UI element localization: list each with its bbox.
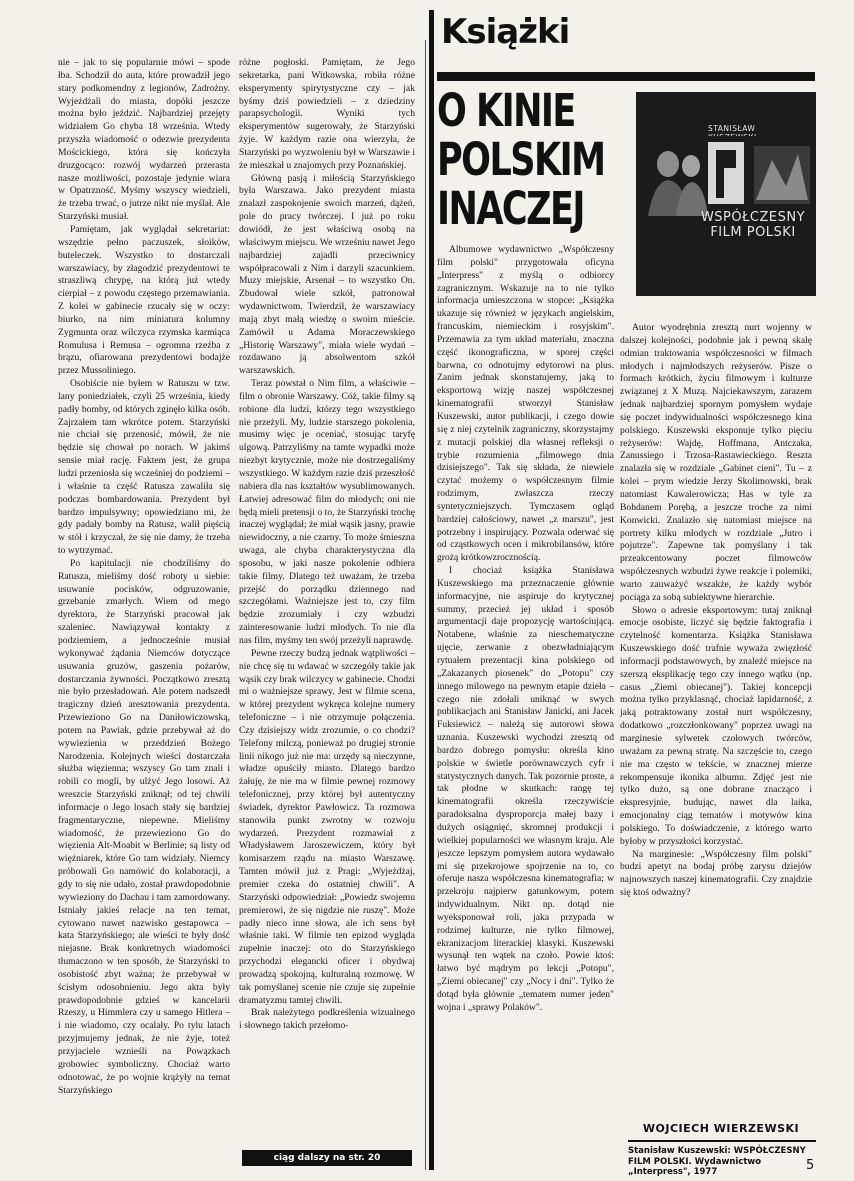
section-header (437, 10, 815, 64)
column-divider-thick (429, 10, 434, 1170)
cover-photo-icon (636, 136, 816, 216)
paragraph: nie – jak to się popularnie mówi – spode łba. Schodził do auta, które prowadził jego stary podkomendny z legionów, Zadrożny. Wyjeżdżali do miasta, dopóki jeszcze można było jeździć. Najbardziej przejęty widziałem Go chyba 18 września. Wtedy przyszła wiadomość o odezwie prezydenta Mościckiego, która się kończyła druzgocąco: rozwój wydarzeń przerasta nasze możliwości, pozostaje jedynie wiara w Opatrzność. Myśmy wszyscy wiedzieli, że trzeba trwać, o jutrze nikt nie myślał. Ale Starzyński musiał. (58, 57, 230, 223)
book-bibliographic-note: Stanisław Kuszewski: WSPÓŁCZESNY FILM POLSKI. Wydawnictwo „Interpress", 1977 (628, 1146, 806, 1177)
author-byline: WOJCIECH WIERZEWSKI (642, 1122, 800, 1135)
paragraph: Osobiście nie byłem w Ratuszu w tzw. lany poniedziałek, czyli 25 września, kiedy padły bomby, od których zginęło kilka osób. Zajrzałem tam wkrótce potem. Starzyński nie chciał się przenosić, mówił, że nie będzie się chował po norach. W jakimś sensie miał rację. Faktem jest, że grupa ludzi przeniosła się wcześniej do podziemi – i właśnie ta część Ratusza zawaliła się podczas bombardowania. Prezydent był bardzo impulsywny; opowiedziano mi, że gdy padały bomby na Ratusz, walił pięścią w stół i krzyczał, że się nie damy, że trzeba to wytrzymać. (58, 378, 230, 557)
column-divider-thin (425, 40, 426, 1170)
article-headline: O KINIE POLSKIM INACZEJ (437, 84, 605, 235)
paragraph: Brak należytego podkreślenia wizualnego i słownego takich przełomo- (239, 1007, 415, 1032)
paragraph: Albumowe wydawnictwo „Współczesny film polski" przygotowała oficyna „Interpress" z myślą o odbiorcy zagranicznym. Wskazuje na to nie tylko informacja umieszczona w stopce: „Książka ukazuje się również w językach angielskim, francuskim, niemieckim i rosyjskim". Przemawia za tym układ materiału, znaczna część ikonograficzna, w sporej części barwna, co odnotujmy edytorowi na plus. Zanim jednak skonstatujemy, jaką to eksportową wizję naszej współczesnej kinematografii stworzył Stanisław Kuszewski, autor publikacji, i czego dowie się z niej czytelnik zagraniczny, skorzystajmy z mutacji polskiej dla własnej refleksji o trybie rozumienia „filmowego dnia dzisiejszego". Tak się składa, że niewiele czytać możemy o współczesnym filmie rodzimym, zwłaszcza rzeczy syntetyczniejszych. Tymczasem ogląd bardziej całościowy, nawet „z marszu", jest potrzebny i inspirujący. Pozwala oderwać się od cząstkowych ocen i mikrobilansów, które grożą krótkowzrocznością. (437, 244, 614, 564)
article-column-2 (239, 57, 415, 1147)
article-column-3 (437, 244, 614, 1169)
paragraph: różne pogłoski. Pamiętam, że Jego sekretarka, pani Witkowska, robiła różne eksperymenty spirytystyczne czy – jak byśmy dziś powiedzieli – z dziedziny parapsychologii. Wyniki tych eksperymentów sugerowały, że Starzyński żyje. W każdym razie ona wierzyła, że Starzyński po wyzwoleniu był w Warszawie i że mieszkał u znajomych przy Poznańskiej. (239, 57, 415, 171)
section-title: Książki (441, 12, 570, 52)
article-column-1 (58, 57, 230, 1169)
paragraph: Pewne rzeczy budzą jednak wątpliwości – nie chcę się tu wdawać w szczegóły takie jak wąsik czy brak wilczycy w gabinecie. Chodzi mi o ważniejsze sprawy. Jest w filmie scena, w której prezydent wykręca kolejne numery telefoniczne – i nie otrzymuje połączenia. Czy dzisiejszy widz zrozumie, o co chodzi? Telefony milczą, ponieważ po drugiej stronie linii nikogo już nie ma: urzędy są nieczynne, władze opuściły miasto. Dlatego bardzo żałuję, że nie ma w filmie pewnej rozmowy telefonicznej, przy której był autentyczny świadek, dyrektor Pawłowicz. Ta rozmowa stanowiła punkt zwrotny w rozwoju wydarzeń. Prezydent rozmawiał z Władysławem Jaroszewiczem, który był komisarzem rządu na miasto Warszawę. Tamten mówił już z Pragi: „Wyjeżdżaj, premier czeka do ostatniej chwili". A Starzyński odpowiedział: „Powiedz swojemu premierowi, że się nigdzie nie ruszę". Może padły nieco inne słowa, ale ich sens był właśnie taki. W filmie ten epizod wygląda zupełnie inaczej: oto do Starzyńskiego przychodzi elegancki oficer i obydwaj prowadzą spokojną, kulturalną rozmowę. W tak pomyślanej scenie nie czuje się zupełnie dramatyzmu tamtej chwili. (239, 647, 415, 1006)
paragraph: Autor wyodrębnia zresztą nurt wojenny w dalszej kolejności, podobnie jak i pewną skalę odmian traktowania współczesności w filmach młodych i najmłodszych reżyserów. Pisze o formach krótkich, życiu filmowym i kulturze związanej z X Muzą. Najciekawszym, zarazem jednak najbardziej spornym pomysłem wydaje się poczet indywidualności współczesnego kina polskiego. Kuszewski eksponuje tylko pięciu reżyserów: Wajdę, Hoffmana, Antczaka, Zanussiego i Trzosa-Rastawieckiego. Reszta znalazła się w rozdziale „Gabinet cieni". Tu – z kolei – prym wiedzie Jerzy Skolimowski, brak natomiast Kawalerowicza; Has w tyle za Bohdanem Porębą, a jeszcze troche za nimi Konwicki. Znalazło się natomiast miejsce na portrety kilku młodych w rozdziale „Jutro i pojutrze". Zapewne tak pomyślany i tak przeakcentowany poczet filmowców współczesnych wzbudzi żywe reakcje i polemiki, warto zauważyć wszakże, że każdy wybór pociąga za sobą subiektywne hierarchie. (620, 322, 812, 603)
paragraph: Główną pasją i miłością Starzyńskiego była Warszawa. Jako prezydent miasta znalazł zaspokojenie swoich marzeń, dążeń, pole do pracy twórczej. I już po roku dowiódł, że jest właściwą osobą na właściwym miejscu. We wrześniu nawet Jego najbardziej zajadli przeciwnicy współpracowali z Nim i darzyli szacunkiem. Muzy miejskie, Arsenał – to wszystko On. Zbudował wiele szkół, patronował wydawnictwom. Twierdził, że warszawiacy mają zbyt małą wiedzę o swoim mieście. Zamówił u Adama Moraczewskiego „Historię Warszawy", miała wiele wydań – rozdawano ją absolwentom szkół warszawskich. (239, 172, 415, 377)
cover-author-first: STANISŁAW (708, 124, 756, 133)
cover-title: WSPÓŁCZESNY FILM POLSKI (700, 210, 806, 240)
paragraph: Pamiętam, jak wyglądał sekretariat: wszędzie pełno paczuszek, słoików, buteleczek. Wszystko to dostarczali warszawiacy, by złagodzić prezydentowi te straszliwą chrypę, na którą już wtedy cierpiał – z powodu częstego przemawiania. Z kolei w gabinecie rzucały się w oczy: biurko, na nim miniatura kolumny Zygmunta oraz wilczyca rzymska karmiąca Romulusa i Remusa – ogromna rzeźba z brązu, ofiarowana prezydentowi bodajże przez Mussoliniego. (58, 223, 230, 377)
paragraph: Słowo o adresie eksportowym: tutaj zniknął emocje osobiste, liczyć się będzie faktografia i czytelność komentarza. Książka Stanisława Kuszewskiego dość trafnie wyważa zwięzłość informacji podstawowych, by znaleźć miejsce na szerszą eksplikację tego czy innego wątku (np. casus „Ziemi obiecanej"). Takiej koncepcji można tylko przyklasnąć, chociaż lapidarność, z jaką potraktowany został nurt współczesny, dodatkowo „rozczłonkowany" poprzez uwagi na marginesie sylwetek czołowych twórców, uważam za pewną stratę. Na szczęście to, czego nie ma często w tekście, w znacznej mierze rekompensuje ikonika albumu. Zdjęć jest nie tylko dużo, są one dobrane znacząco i ekspresyjnie, budując, nawet dla laika, emocjonalny ciąg tematów i motywów kina polskiego. To doświadczenie, z którego warto byłoby w przyszłości korzystać. (620, 604, 812, 847)
paragraph: Po kapitulacji nie chodziliśmy do Ratusza, mieliśmy dość roboty u siebie: usuwanie pocisków, odgruzowanie, grzebanie zmarłych. Wiem od mego dyrektora, że Starzyński pracował jak szaleniec. Nawiązywał kontakty z podziemiem, a jednocześnie musiał wykonywać żądania Niemców dotyczące usuwania gruzów, gaszenia pożarów, dostarczania żywności. Początkowo zresztą nie było przesładowań. Ale potem nadszedł tragiczny dzień aresztowania prezydenta. Przewieziono Go na Daniłowiczowską, potem na Pawiak, gdzie przebywał aż do wywiezienia w przeddzień Bożego Narodzenia. Kolejnych wieści dostarczała służba więzienna; wszyscy Go tam znali i robili co mogli, by ulżyć Jego losowi. Aż wreszcie Starzyński zniknął; od tej chwili informacje o Jego losach stały się bardziej fragmentaryczne, niepewne. Mieliśmy wiadomość, że przewieziono Go do więzienia Alt-Moabit w Berlinie; są listy od więźniarek, które Go tam widziały. Niemcy próbowali Go namówić do kolaboracji, a gdy to się nie udało, został prawdopodobnie wywieziony do Dachau i tam zamordowany. Istniały jakieś relacje na ten temat, cytowano nawet nazwisko gestapowca – kata Starzyńskiego; ale wieści te były dość niejasne. Brak konkretnych wiadomości tłumaczono w ten sposób, że Starzyński to osobistość zbyt ważna; że przebywał w ścisłym odosobnieniu. Jego akta były prawdopodobnie gdzieś w kancelarii Rzeszy, u Himmlera czy u samego Hitlera – i nie wiadomo, czy ocalały. Po tylu latach przyjmujemy jednak, że nie żyje, toteż przyjaciele wznieśli na Powązkach grobowiec symboliczny. Chociaż warto odnotować, że po wojnie krążyły na temat Starzyńskiego (58, 557, 230, 1096)
section-bar (437, 72, 815, 81)
paragraph: I chociaż książka Stanisława Kuszewskiego ma przeznaczenie głównie informacyjne, nie aspiruje do krytycznej summy, przecież jej układ i sposób argumentacji daje propozycję wartościującą. Notabene, właśnie za nieschematyczne ujęcie, zerwanie z obezwładniającym rytuałem prezentacji kina polskiego od „Zakazanych piosenek" do „Potopu" czy innego milowego na pewnym etapie dzieła – czego nie zdołali uniknąć w swych publikacjach ani Stanisław Janicki, ani Jacek Fuksiewicz – należą się autorowi słowa uznania. Kuszewski wychodzi zresztą od bardzo dobrego pomysłu: określa kino polskie w świetle porównawczych cyfr i statystycznych danych. Tak pozornie proste, a tak płodne w skutkach: rangę tej kinematografii określa rzeczywiście paradoksalna dysproporcja małej bazy i dużych osiągnięć, skromnej produkcji i wielkiej popularności we własnym kraju. Ale jeszcze lepszym pomysłem autora wydawało mi się przekrojowe spojrzenie na to, co oferuje nasza współczesna kinematografia; w przekroju najpierw gatunkowym, potem indywidualnym. Nikt np. dotąd nie wyeksponował roli, jaka przypada w rodzimej kulturze, nie tylko filmowej, ekranizacjom literackiej klasyki. Kuszewski wysunął ten wątek na czoło. Powie ktoś: łatwo być mądrym po lekcji „Potopu", „Ziemi obiecanej" czy „Nocy i dni". Tylko że dotąd była głównie „tematem numer jeden" wojna i „sprawy Polaków". (437, 565, 614, 1013)
paragraph: Na marginesie: „Współczesny film polski" budzi apetyt na bodaj próbę zarysu dziejów najnowszych naszej kinematografii. Czy znajdzie się ktoś odważny? (620, 848, 812, 899)
paragraph: Teraz powstał o Nim film, a właściwie – film o obronie Warszawy. Cóż, takie filmy są robione dla ludzi, którzy tego wszystkiego nie przeżyli. My, ludzie starszego pokolenia, musimy więc je oceniać, stosując taryfę ulgową. Patrzyliśmy na tamte wypadki może niezbyt krytycznie, może nie dostrzegaliśmy wszystkiego. W każdym razie dziś przeszłość nabiera dla nas kształtów wysublimowanych. Łatwiej adresować film do młodych; oni nie będą mieli pretensji o to, że Starzyński trochę inaczej wyglądał; że miał wąsik jasny, prawie niewidoczny, a nie czarny. To może śmieszna uwaga, ale chyba charakterystyczna dla sposobu, w jaki nasze pokolenie odbiera takie filmy. Dlatego też uważam, że trzeba przejść do porządku dziennego nad szczegółami. Ważniejsze jest to, czy film będzie zrozumiały i czy wzbudzi zainteresowanie ludzi młodych. To nie dla nas film, myśmy ten swój przeżyli naprawdę. (239, 378, 415, 646)
continued-on-page-label: ciąg dalszy na str. 20 (242, 1150, 412, 1166)
page-number: 5 (806, 1158, 815, 1173)
book-cover-image (636, 92, 816, 296)
article-column-4 (620, 322, 812, 1122)
byline-rule (628, 1140, 816, 1142)
